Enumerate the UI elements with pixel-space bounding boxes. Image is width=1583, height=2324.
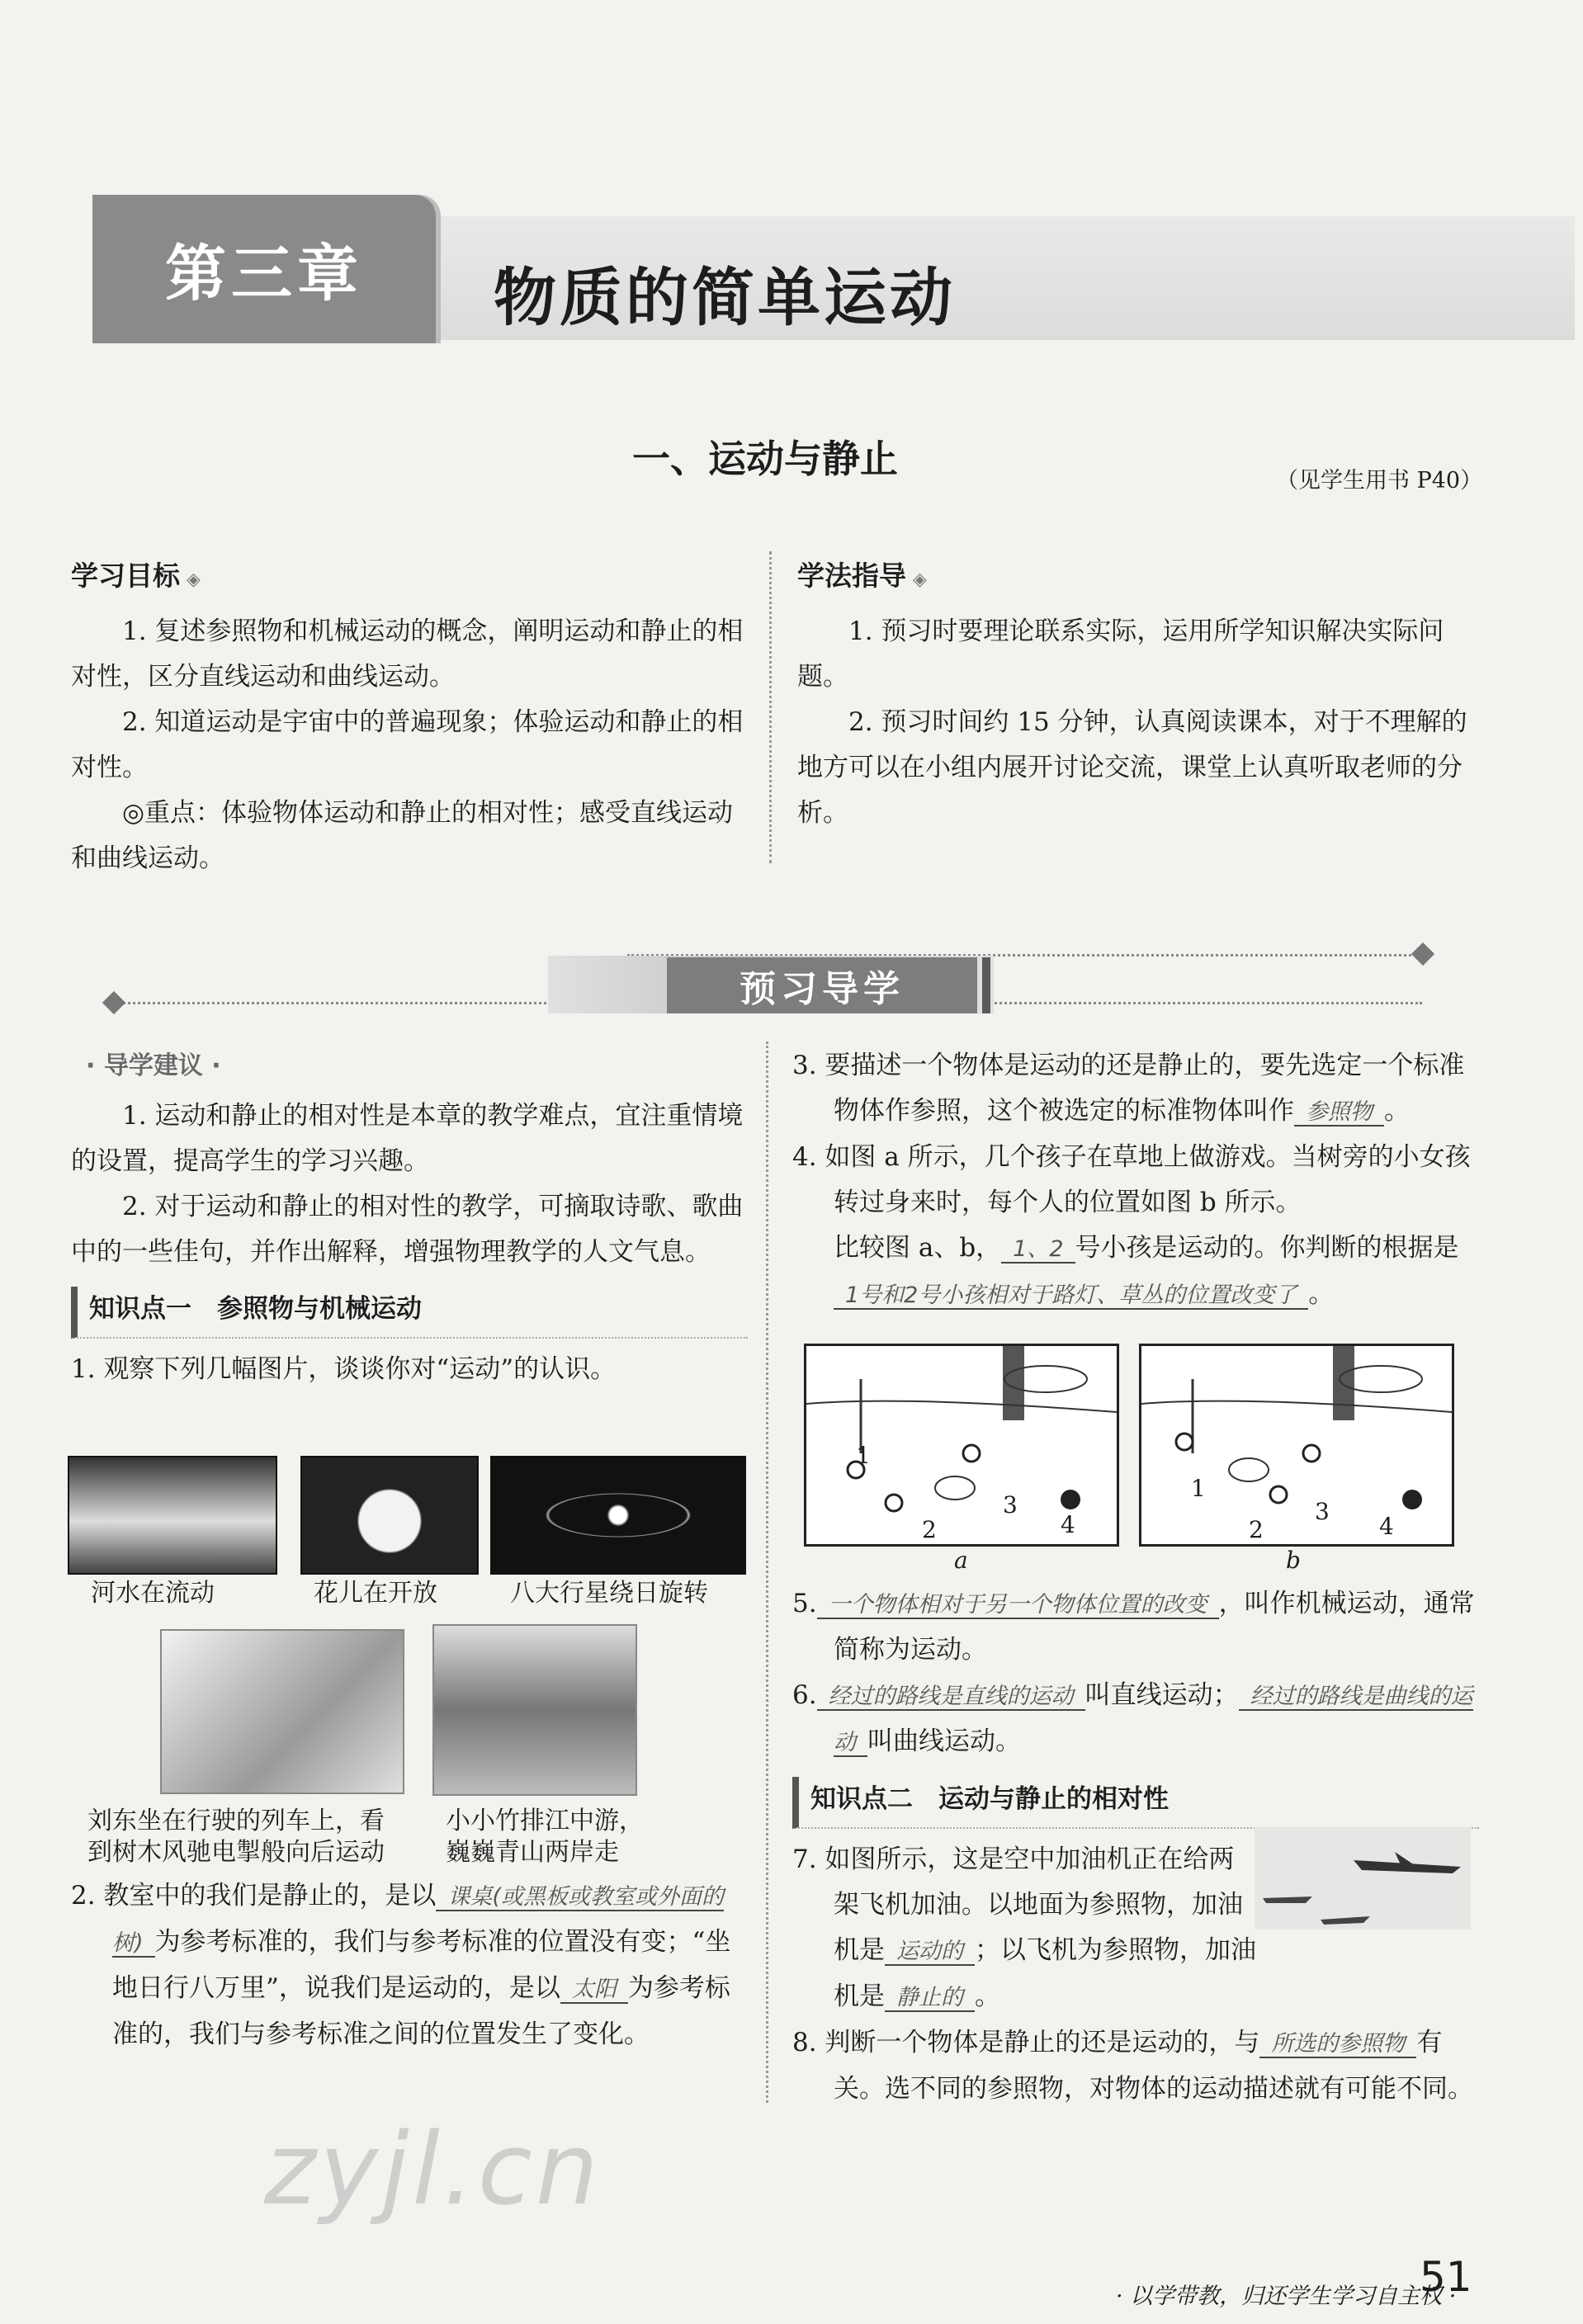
figure-b <box>1139 1344 1454 1547</box>
child-number: 1 <box>1191 1475 1206 1502</box>
study-methods <box>797 553 1474 836</box>
child-number: 4 <box>1379 1513 1394 1540</box>
preview-banner: 预习导学 <box>667 957 977 1013</box>
child-number: 2 <box>922 1516 937 1543</box>
goal-item: 1. 复述参照物和机械运动的概念，阐明运动和静止的相对性，区分直线运动和曲线运动。 <box>71 616 744 692</box>
planets-photo <box>490 1456 746 1575</box>
right-column <box>792 1043 1479 1318</box>
question-2: 2. 教室中的我们是静止的，是以 课桌(或黑板或教室或外面的树) 为参考标准的，我们与参考标准的位置没有变；“坐地日行八万里”，说我们是运动的，是以 太阳 为参考标准的，我们与参考标准之间的位置发生了变化。 <box>71 1881 731 2049</box>
raft-caption-line: 巍巍青山两岸走 <box>446 1838 619 1867</box>
child-number: 1 <box>856 1442 871 1469</box>
figure-b-label: b <box>1286 1547 1301 1574</box>
column-divider <box>769 551 772 863</box>
flower-photo <box>300 1456 479 1575</box>
raft-photo <box>432 1624 637 1796</box>
question-5: 5. 一个物体相对于另一个物体位置的改变 ，叫作机械运动，通常简称为运动。 <box>792 1589 1475 1665</box>
question-8: 8. 判断一个物体是静止的还是运动的，与 所选的参照物 有关。选不同的参照物，对物体的运动描述就有可能不同。 <box>792 2028 1473 2104</box>
answer-q2-1: 课桌(或黑板或教室或外面的树) <box>112 1884 724 1956</box>
column-divider <box>766 1042 768 2103</box>
footer-slogan: · 以学带教，归还学生学习自主权 · <box>1116 2284 1457 2309</box>
learning-goals <box>71 553 748 881</box>
refueling-planes-photo <box>1255 1827 1471 1930</box>
question-7: 7. 如图所示，这是空中加油机正在给两架飞机加油。以地面为参照物，加油机是 运动的 ；以飞机为参照物，加油机是 静止的 。 <box>792 1845 1256 2011</box>
page-number: 51 <box>1420 2253 1472 2301</box>
figure-a <box>804 1344 1119 1547</box>
answer-q6-1: 经过的路线是直线的运动 <box>817 1684 1085 1711</box>
river-caption: 河水在流动 <box>91 1579 215 1608</box>
train-caption <box>87 1806 385 1868</box>
diamond-icon: ◈ <box>913 569 927 590</box>
question-2-block <box>71 1873 748 2057</box>
study-methods-heading: 学法指导 ◈ <box>797 560 927 592</box>
answer-q4-1: 1、2 <box>1001 1236 1075 1264</box>
question-3: 3. 要描述一个物体是运动的还是静止的，要先选定一个标准物体作参照，这个被选定的标准物体叫作 参照物 。 <box>792 1051 1465 1126</box>
child-number: 4 <box>1061 1511 1075 1538</box>
planes-drawing <box>1255 1827 1471 1930</box>
section-title: 一、运动与静止 <box>632 437 898 481</box>
diamond-icon: ◈ <box>187 569 201 590</box>
child-number: 3 <box>1315 1498 1330 1525</box>
figure-a-label: a <box>954 1547 968 1574</box>
planets-caption: 八大行星绕日旋转 <box>510 1579 708 1608</box>
flower-caption: 花儿在开放 <box>314 1579 437 1608</box>
guide-item: 2. 对于运动和静止的相对性的教学，可摘取诗歌、歌曲中的一些佳句，并作出解释，增强物理教学的人文气息。 <box>71 1192 744 1267</box>
chapter-title: 物质的简单运动 <box>494 261 956 334</box>
answer-q5: 一个物体相对于另一个物体位置的改变 <box>817 1592 1219 1619</box>
learning-goals-heading: 学习目标 ◈ <box>71 560 201 592</box>
diamond-bullet-icon <box>1411 942 1434 966</box>
question-4-compare: 比较图 a、b， 1、2 号小孩是运动的。你判断的根据是1号和2号小孩相对于路灯、草丛的位置改变了 。 <box>834 1233 1459 1309</box>
knowledge-point-1-heading: 知识点一 参照物与机械运动 <box>71 1287 748 1339</box>
answer-q7-2: 静止的 <box>885 1985 975 2012</box>
guide-item: 1. 运动和静止的相对性是本章的教学难点，宜注重情境的设置，提高学生的学习兴趣。 <box>71 1101 744 1176</box>
answer-q4-2: 1号和2号小孩相对于路灯、草丛的位置改变了 <box>834 1282 1308 1310</box>
left-column <box>71 1043 748 1392</box>
answer-q6-2: 经过的路线是曲线的运动 <box>834 1684 1473 1755</box>
chapter-label: 第三章 <box>92 195 436 343</box>
child-number: 2 <box>1249 1516 1264 1543</box>
train-caption-line: 到树木风驰电掣般向后运动 <box>87 1838 385 1867</box>
question-6: 6. 经过的路线是直线的运动 叫直线运动； 经过的路线是曲线的运动 叫曲线运动。 <box>792 1680 1473 1756</box>
answer-q8: 所选的参照物 <box>1259 2031 1416 2058</box>
method-item: 2. 预习时间约 15 分钟，认真阅读课本，对于不理解的地方可以在小组内展开讨论交流，课堂上认真听取老师的分析。 <box>797 707 1467 828</box>
train-caption-line: 刘东坐在行驶的列车上，看 <box>87 1807 385 1835</box>
goal-item: 2. 知道运动是宇宙中的普遍现象；体验运动和静止的相对性。 <box>71 707 744 782</box>
textbook-reference: （见学生用书 P40） <box>1276 468 1483 494</box>
diamond-bullet-icon <box>102 991 125 1014</box>
goal-key-point: ◎重点：体验物体运动和静止的相对性；感受直线运动和曲线运动。 <box>71 798 734 873</box>
answer-q3: 参照物 <box>1294 1099 1384 1127</box>
raft-caption-line: 小小竹排江中游， <box>446 1807 644 1835</box>
question-1: 1. 观察下列几幅图片，谈谈你对“运动”的认识。 <box>71 1354 617 1384</box>
watermark: zyjl.cn <box>264 2113 602 2227</box>
guide-heading: · 导学建议 · <box>86 1051 221 1080</box>
raft-caption <box>446 1806 644 1868</box>
method-item: 1. 预习时要理论联系实际，运用所学知识解决实际问题。 <box>797 616 1444 692</box>
child-number: 3 <box>1003 1491 1018 1519</box>
question-4: 4. 如图 a 所示，几个孩子在草地上做游戏。当树旁的小女孩转过身来时，每个人的位置如图 b 所示。 <box>792 1142 1471 1217</box>
answer-q2-2: 太阳 <box>560 1977 628 2004</box>
figure-b-drawing <box>1141 1346 1452 1544</box>
river-photo <box>68 1456 277 1575</box>
train-photo <box>160 1629 404 1794</box>
preview-banner-edge <box>982 957 990 1013</box>
answer-q7-1: 运动的 <box>885 1939 975 1966</box>
knowledge-point-2-heading: 知识点二 运动与静止的相对性 <box>792 1777 1479 1829</box>
